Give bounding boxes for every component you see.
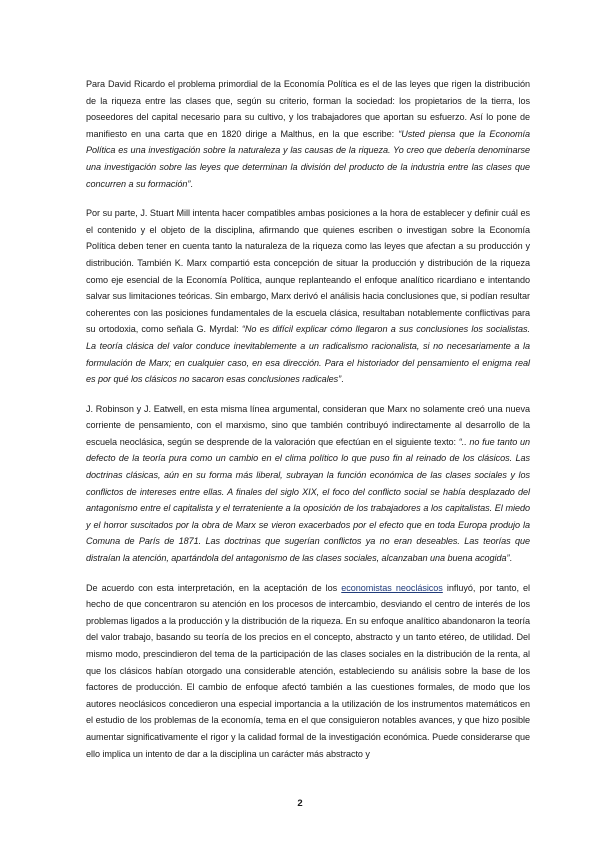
page-number: 2 (297, 798, 303, 809)
myrdal-quote: “No es difícil explicar cómo llegaron a sus conclusiones los socialistas. La teoría clásica del valor conduce inevitablemente a un radicalismo racionalista, si no necesariamente a la formulación de Marx; en cualquier caso, en esa dirección. Para el historiador del pensamiento el enigma real es por qué los clásicos no sacaron esas conclusiones radicales” (86, 324, 531, 385)
paragraph-neoclassical (86, 580, 530, 763)
neoclassical-economists-link[interactable]: economistas neoclásicos (341, 582, 443, 593)
paragraph-text: De acuerdo con esta interpretación, en la aceptación de los (86, 582, 342, 593)
paragraph-text: Para David Ricardo el problema primordial de la Economía Política es el de las leyes que rigen la distribución de la riqueza entre las clases que, según su criterio, forman la sociedad: los propietarios de la tierra, los poseedores del capital necesario para su cultivo, y los trabajadores que aportan su esfuerzo. Así lo pone de manifiesto en una carta que en 1820 dirige a Malthus, en la que escribe: (86, 79, 530, 139)
paragraph-text: J. Robinson y J. Eatwell, en esta misma línea argumental, consideran que Marx no solamente creó una nueva corriente de pensamiento, con el marxismo, sino que también contribuyó indirectamente al desarrollo de la escuela neoclásica, según se desprende de la valoración que efectúan en el siguiente texto: (86, 403, 530, 447)
paragraph-ricardo (86, 76, 530, 192)
document-body (86, 76, 530, 775)
paragraph-end: . (341, 374, 344, 385)
robinson-eatwell-quote: “.. no fue tanto un defecto de la teoría pura como un cambio en el clima político lo que puso fin al reinado de los clásicos. Las doctrinas clásicas, aún en su forma más liberal, subrayan la función económica de las clases sociales y los conflictos de intereses entre ellas. A finales del siglo XIX, el foco del conflicto social se había desplazado del antagonismo entre el capitalista y el terrateniente a la oposición de los trabajadores a los capitalistas. El miedo y el horror suscitados por la obra de Marx se vieron exacerbados por el efecto que en toda Europa produjo la Comuna de París de 1871. Las doctrinas que sugerían conflictos ya no eran deseables. Las teorías que distraían la atención, apartándola del antagonismo de las clases sociales, alcanzaban una buena acogida” (86, 436, 530, 564)
paragraph-mill-marx (86, 205, 530, 388)
paragraph-end: . (190, 178, 193, 189)
ricardo-quote: “Usted piensa que la Economía Política es una investigación sobre la naturaleza y las causas de la riqueza. Yo creo que debería denominarse una investigación sobre las leyes que determinan la división del producto de la industria entre las clases que concurren a su formación” (86, 128, 530, 189)
paragraph-text: Por su parte, J. Stuart Mill intenta hacer compatibles ambas posiciones a la hora de establecer y definir cuál es el contenido y el objeto de la disciplina, afirmando que quienes escriben o investigan sobre la Economía Política deben tener en cuenta tanto la naturaleza de la riqueza como las leyes que afectan a su producción y distribución. También K. Marx compartió esta concepción de situar la producción y distribución de la riqueza como eje esencial de la Economía Política, aunque replanteando el enfoque analítico ricardiano e intentando salvar sus limitaciones teóricas. Sin embargo, Marx derivó el análisis hacia conclusiones que, si podían resultar coherentes con las posiciones fundamentales de la escuela clásica, resultaban notablemente conflictivas para su ortodoxia, como señala G. Myrdal: (86, 208, 530, 335)
paragraph-robinson-eatwell (86, 401, 530, 567)
paragraph-text-continued: influyó, por tanto, el hecho de que concentraron su atención en los procesos de intercambio, desviando el centro de interés de los problemas ligados a la producción y la distribución de la riqueza. En su enfoque analítico abandonaron la teoría del valor trabajo, basando su teoría de los precios en el concepto, abstracto y un tanto etéreo, de utilidad. Del mismo modo, prescindieron del tema de la participación de las clases sociales en la distribución de la renta, al que los clásicos habían otorgado una considerable atención, estableciendo su análisis sobre la base de los factores de producción. El cambio de enfoque afectó también a las cuestiones formales, de modo que los autores neoclásicos concedieron una especial importancia a la utilización de los instrumentos matemáticos en el estudio de los problemas de la economía, tema en el que consiguieron notables avances, y que hizo posible aumentar significativamente el rigor y la calidad formal de la investigación económica. Puede considerarse que ello implica un intento de dar a la disciplina un carácter más abstracto y (86, 582, 530, 759)
paragraph-end: . (509, 553, 512, 564)
